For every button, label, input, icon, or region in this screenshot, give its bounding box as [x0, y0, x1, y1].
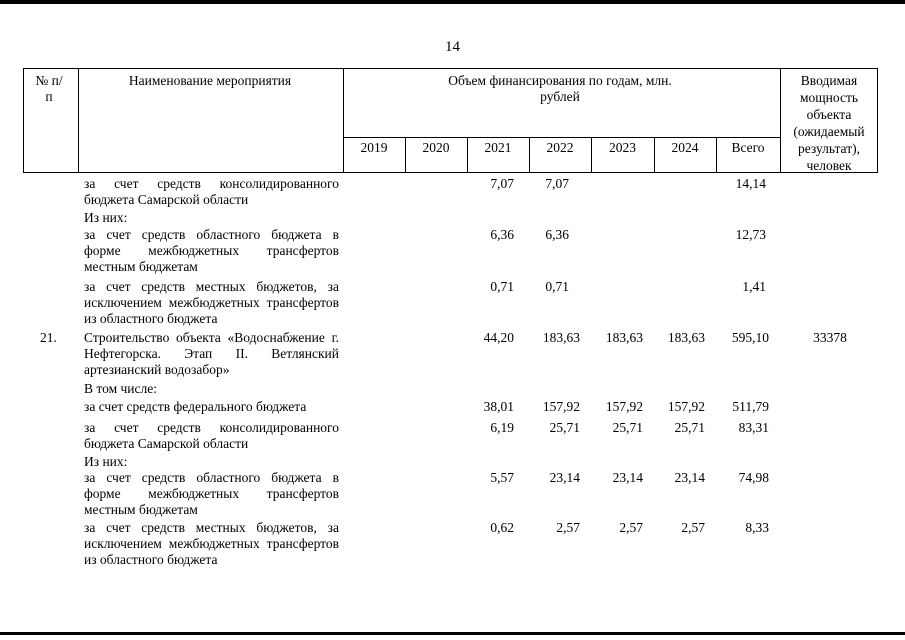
value-2022: 183,63: [542, 330, 580, 345]
row-name: за счет средств федерального бюджета: [84, 399, 307, 414]
value-2021: 6,36: [490, 227, 514, 242]
value-2023: 25,71: [612, 420, 643, 435]
value-total: 83,31: [738, 420, 769, 435]
row-name: за счет средств областного бюджета в форме межбюджетных трансфертов местным бюджетам: [84, 227, 339, 274]
header-total: Всего: [731, 140, 765, 155]
value-total: 74,98: [738, 470, 769, 485]
value-2022: 6,36: [545, 227, 569, 242]
row-name: Из них:: [84, 210, 128, 225]
value-total: 1,41: [742, 279, 766, 294]
value-2021: 44,20: [483, 330, 514, 345]
value-2022: 2,57: [556, 520, 580, 535]
value-2021: 6,19: [490, 420, 514, 435]
value-2023: 183,63: [605, 330, 643, 345]
value-total: 595,10: [731, 330, 769, 345]
row-number: 21.: [40, 330, 57, 345]
row-name: Строительство объекта «Водоснабжение г. Нефтегорска. Этап II. Ветлянский артезианский водозабор»: [84, 330, 339, 377]
header-funding: Объем финансирования по годам, млн. рублей: [448, 73, 672, 104]
value-2021: 7,07: [490, 176, 514, 191]
value-2022: 157,92: [542, 399, 580, 414]
value-total: 8,33: [745, 520, 769, 535]
value-total: 14,14: [735, 176, 766, 191]
row-name: за счет средств местных бюджетов, за исключением межбюджетных трансфертов из областного бюджета: [84, 520, 339, 567]
value-2024: 25,71: [674, 420, 705, 435]
header-capacity: Вводимая мощность объекта (ожидаемый результат), человек: [793, 73, 865, 173]
value-2021: 5,57: [490, 470, 514, 485]
row-name: за счет средств местных бюджетов, за исключением межбюджетных трансфертов из областного бюджета: [84, 279, 339, 326]
value-2022: 0,71: [545, 279, 569, 294]
value-2022: 25,71: [549, 420, 580, 435]
value-2023: 157,92: [605, 399, 643, 414]
header-year-2021: 2021: [484, 140, 512, 155]
value-2022: 23,14: [549, 470, 580, 485]
row-name: за счет средств консолидированного бюджета Самарской области: [84, 420, 339, 451]
header-year-2024: 2024: [671, 140, 699, 155]
value-total: 12,73: [735, 227, 766, 242]
value-2023: 2,57: [619, 520, 643, 535]
value-2024: 183,63: [667, 330, 705, 345]
value-2024: 2,57: [681, 520, 705, 535]
value-2024: 157,92: [667, 399, 705, 414]
value-2021: 38,01: [483, 399, 514, 414]
header-name: Наименование мероприятия: [128, 73, 292, 88]
header-year-2023: 2023: [609, 140, 636, 155]
value-2023: 23,14: [612, 470, 643, 485]
page-number: 14: [445, 39, 460, 55]
value-capacity: 33378: [813, 330, 847, 345]
row-name: Из них:: [84, 454, 128, 469]
row-name: за счет средств консолидированного бюджета Самарской области: [84, 176, 339, 207]
value-2021: 0,62: [490, 520, 514, 535]
header-number: № п/п: [35, 73, 63, 104]
header-year-2019: 2019: [360, 140, 388, 155]
bottom-border: [0, 632, 905, 635]
value-2024: 23,14: [674, 470, 705, 485]
top-border: [0, 0, 905, 4]
row-name: В том числе:: [84, 381, 157, 396]
value-2022: 7,07: [545, 176, 569, 191]
value-total: 511,79: [732, 399, 769, 414]
row-name: за счет средств областного бюджета в форме межбюджетных трансфертов местным бюджетам: [84, 470, 339, 517]
header-year-2020: 2020: [422, 140, 450, 155]
header-year-2022: 2022: [546, 140, 574, 155]
value-2021: 0,71: [490, 279, 514, 294]
